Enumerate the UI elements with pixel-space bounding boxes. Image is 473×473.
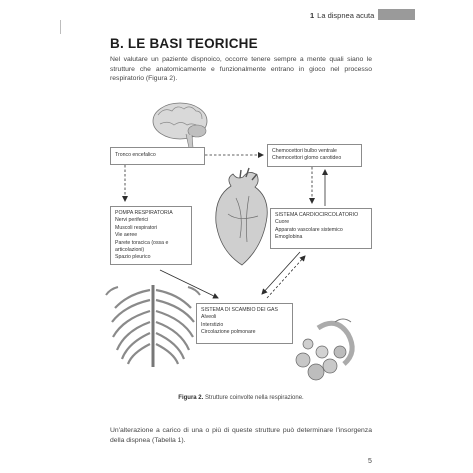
- chemo-line-2: Chemocettori glomo carotideo: [272, 155, 342, 162]
- page-number: 5: [368, 458, 372, 465]
- figure-caption: [110, 395, 372, 401]
- figure-label: Figura 2.: [178, 395, 204, 401]
- section-title: B. LE BASI TEORICHE: [110, 36, 258, 51]
- cardio-item: Apparato vascolare sistemico: [275, 226, 343, 233]
- brainstem-label: Tronco encefalico: [115, 152, 156, 158]
- chapter-number: 1: [310, 11, 315, 20]
- exchange-item: Interstizio: [201, 321, 224, 328]
- respiratory-pump-box: [110, 206, 192, 265]
- chemo-line-1: Chemocettori bulbo ventrale: [272, 148, 337, 154]
- cardio-title: SISTEMA CARDIOCIRCOLATORIO: [275, 212, 359, 218]
- exchange-item: Circolazione polmonare: [201, 329, 256, 336]
- pump-title: POMPA RESPIRATORIA: [115, 210, 173, 216]
- pump-item: Muscoli respiratori: [115, 224, 158, 231]
- figure-caption-text: Strutture coinvolte nella respirazione.: [204, 395, 304, 401]
- chemoreceptor-box: [267, 144, 362, 167]
- alveoli-illustration: [296, 319, 352, 380]
- heart-illustration: [216, 168, 267, 265]
- cardiocirculatory-box: [270, 208, 372, 249]
- cardio-item: Emoglobina: [275, 234, 303, 241]
- exchange-item: Alveoli: [201, 314, 217, 321]
- cardio-item: Cuore: [275, 219, 290, 226]
- brainstem-box: [110, 147, 205, 165]
- intro-paragraph: Nel valutare un paziente dispnoico, occorre tenere sempre a mente quali siano le strutture che anatomicamente e funzionalmente entrano in gioco nel processo respiratorio (Figura 2).: [110, 56, 372, 83]
- brain-illustration: [153, 103, 207, 148]
- exchange-title: SISTEMA DI SCAMBIO DEI GAS: [201, 307, 278, 313]
- pump-item: Parete toracica (ossa e articolazioni): [115, 239, 169, 254]
- pump-item: Spazio pleurico: [115, 254, 151, 261]
- closing-paragraph: Un'alterazione a carico di una o più di queste strutture può determinare l'insorgenza della dispnea (Tabella 1).: [110, 427, 372, 444]
- gas-exchange-box: [196, 303, 293, 344]
- chapter-title: La dispnea acuta: [317, 11, 375, 20]
- pump-item: Vie aeree: [115, 232, 138, 239]
- ribcage-illustration: [106, 285, 200, 367]
- pump-item: Nervi periferici: [115, 217, 149, 224]
